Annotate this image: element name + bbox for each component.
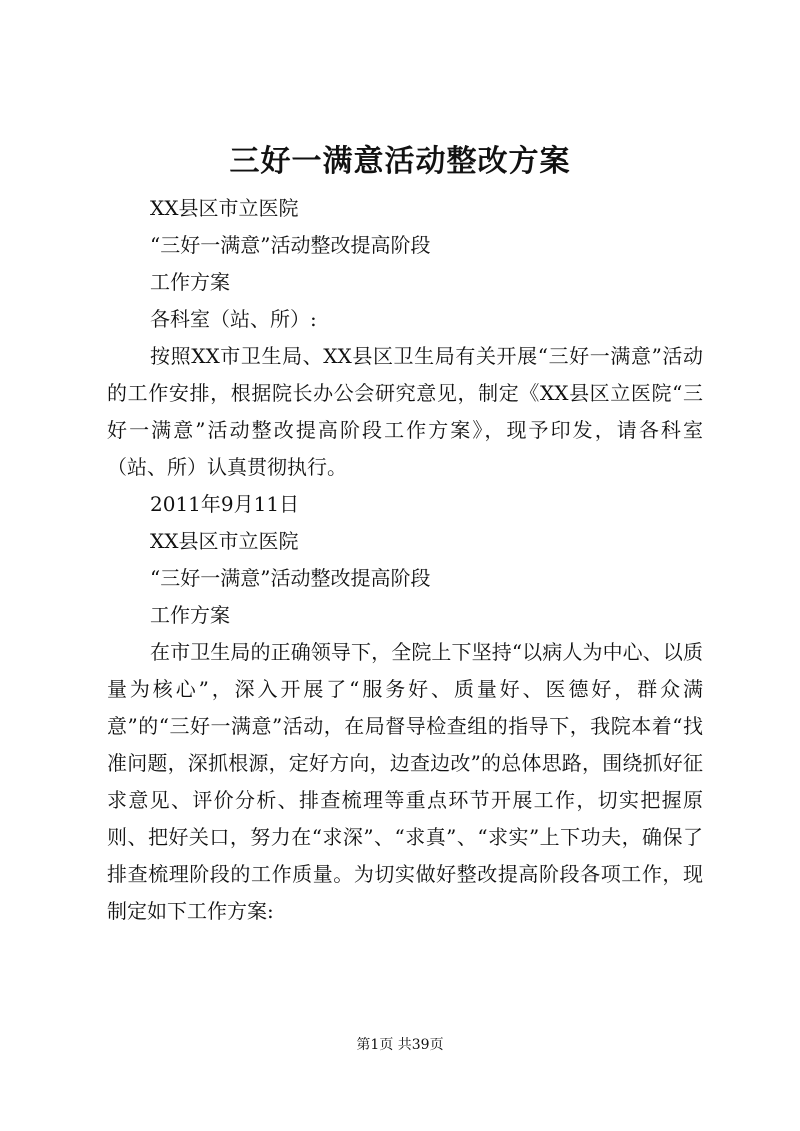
paragraph-notice: 按照XX市卫生局、XX县区卫生局有关开展“三好一满意”活动的工作安排，根据院长办公会研究意见，制定《XX县区立医院“三好一满意”活动整改提高阶段工作方案》，现予印发，请各科室（站、所）认真贯彻执行。 — [107, 344, 703, 479]
document-title: 三好一满意活动整改方案 — [229, 144, 571, 179]
paragraph-date: 2011年9月11日 — [150, 492, 300, 516]
page-number-footer: 第1页 共39页 — [356, 1037, 444, 1053]
paragraph-salutation: 各科室（站、所）: — [150, 307, 317, 331]
paragraph-plan-label: 工作方案 — [150, 270, 230, 294]
paragraph-stage-title: “三好一满意”活动整改提高阶段 — [150, 233, 431, 257]
paragraph-hospital-name-2: XX县区市立医院 — [150, 529, 299, 553]
paragraph-stage-title-2: “三好一满意”活动整改提高阶段 — [150, 566, 431, 590]
paragraph-body: 在市卫生局的正确领导下，全院上下坚持“以病人为中心、以质量为核心”，深入开展了“服务好、质量好、医德好，群众满意”的“三好一满意”活动，在局督导检查组的指导下，我院本着“找准问题，深抓根源，定好方向，边查边改”的总体思路，围绕抓好征求意见、评价分析、排查梳理等重点环节开展工作，切实把握原则、把好关口，努力在“求深”、“求真”、“求实”上下功夫，确保了排查梳理阶段的工作质量。为切实做好整改提高阶段各项工作，现制定如下工作方案: — [107, 640, 703, 923]
paragraph-hospital-name: XX县区市立医院 — [150, 196, 299, 220]
document-body — [107, 190, 703, 930]
paragraph-plan-label-2: 工作方案 — [150, 603, 230, 627]
